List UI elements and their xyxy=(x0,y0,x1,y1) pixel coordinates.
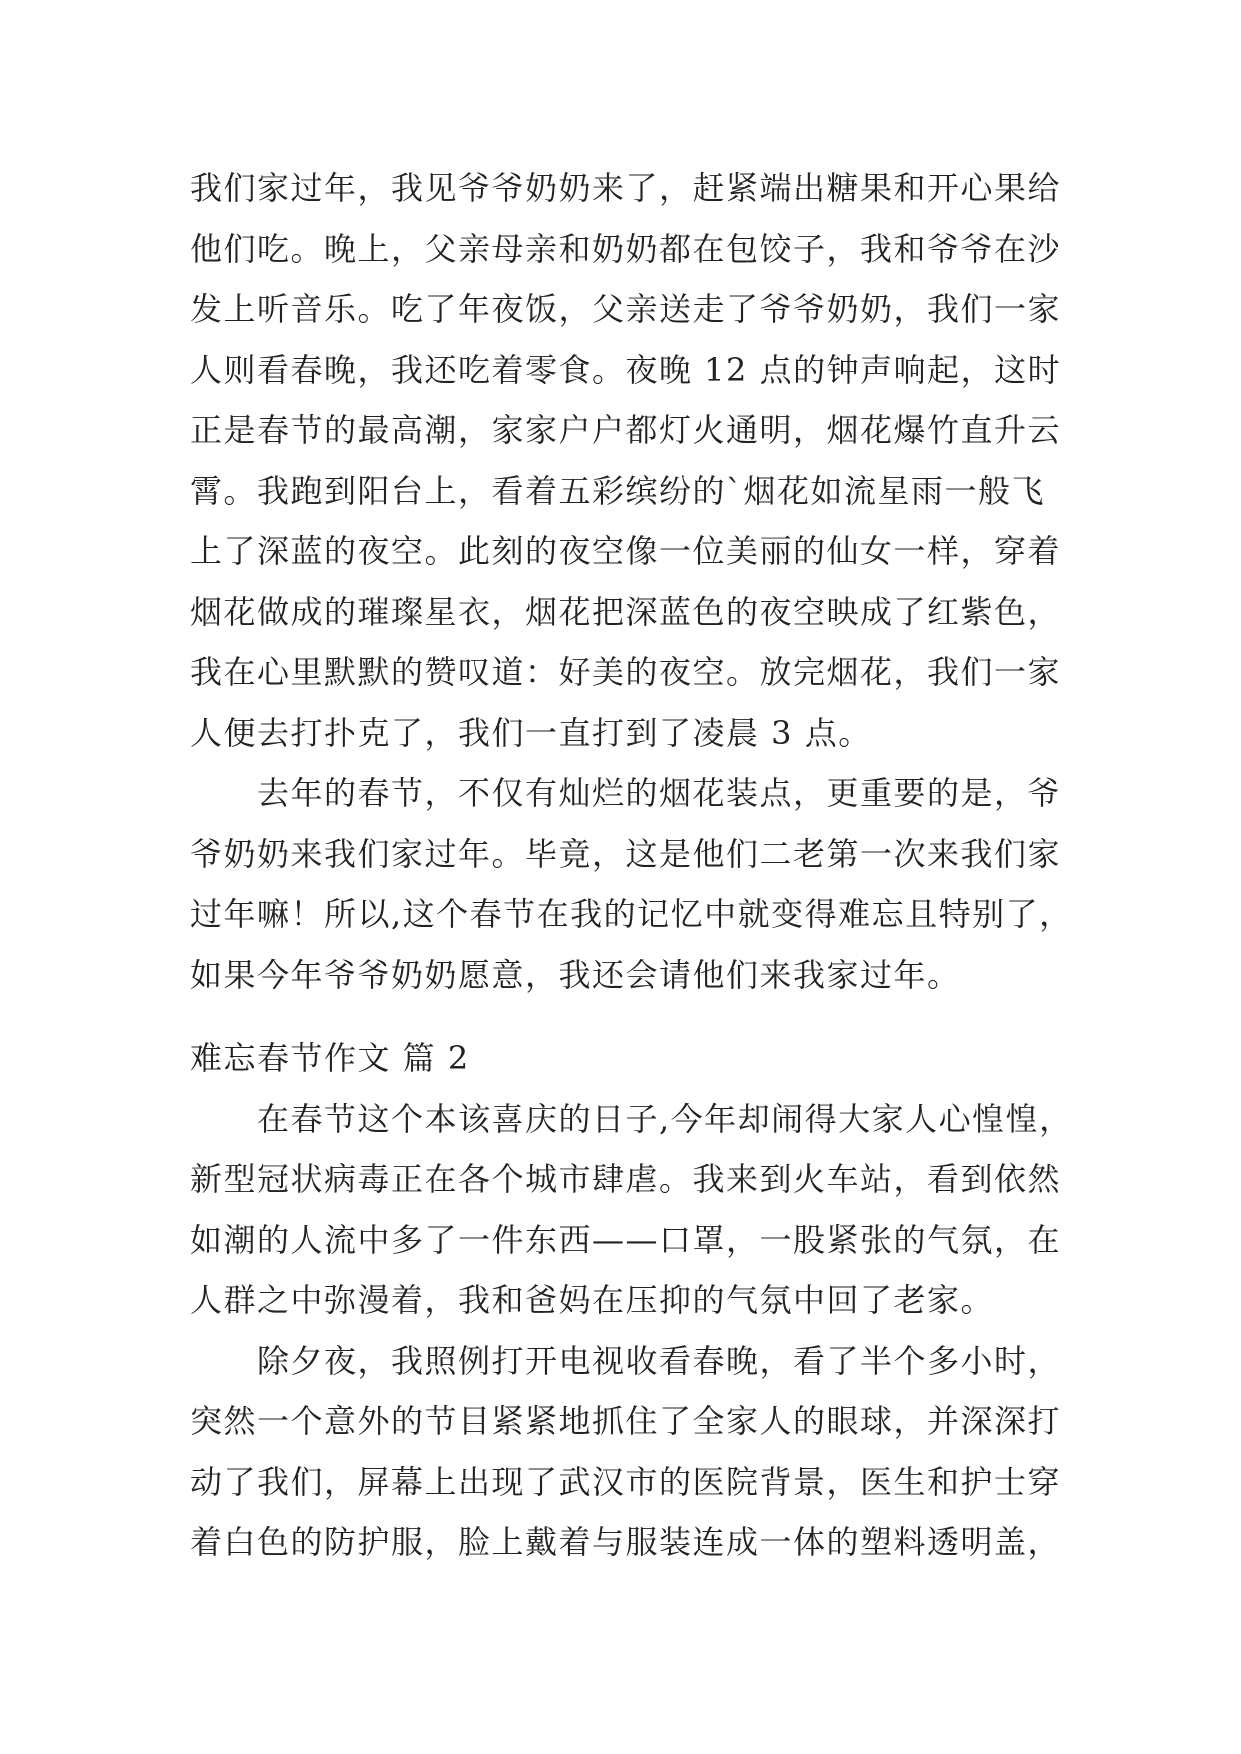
essay-line: 动了我们，屏幕上出现了武汉市的医院背景，医生和护士穿 xyxy=(190,1462,1062,1501)
essay-line: 爷奶奶来我们家过年。毕竟，这是他们二老第一次来我们家 xyxy=(190,834,1062,873)
essay-line: 着白色的防护服，脸上戴着与服装连成一体的塑料透明盖， xyxy=(190,1523,1062,1561)
essay-line: 我们家过年，我见爷爷奶奶来了，赶紧端出糖果和开心果给 xyxy=(190,169,1062,207)
essay-line: 去年的春节，不仅有灿烂的烟花装点，更重要的是，爷 xyxy=(190,774,1062,812)
essay-line: 在春节这个本该喜庆的日子,今年却闹得大家人心惶惶， xyxy=(190,1099,1073,1138)
essay-line: 如果今年爷爷奶奶愿意，我还会请他们来我家过年。 xyxy=(190,955,961,994)
essay-line: 突然一个意外的节目紧紧地抓住了全家人的眼球，并深深打 xyxy=(190,1402,1062,1440)
essay-line: 烟花做成的璀璨星衣，烟花把深蓝色的夜空映成了红紫色， xyxy=(190,592,1062,631)
essay-line: 过年嘛！所以,这个春节在我的记忆中就变得难忘且特别了， xyxy=(190,895,1073,933)
essay-line: 正是春节的最高潮，家家户户都灯火通明，烟花爆竹直升云 xyxy=(190,411,1062,449)
essay-line: 新型冠状病毒正在各个城市肆虐。我来到火车站，看到依然 xyxy=(190,1160,1062,1198)
essay-line: 霄。我跑到阳台上，看着五彩缤纷的`烟花如流星雨一般飞 xyxy=(190,471,1046,510)
essay-1-body xyxy=(190,158,1073,1005)
essay-2-heading: 难忘春节作文 篇 2 xyxy=(190,1039,470,1077)
essay-line: 人则看春晚，我还吃着零食。夜晚 12 点的钟声响起，这时 xyxy=(190,350,1062,389)
essay-line: 如潮的人流中多了一件东西——口罩，一股紧张的气氛，在 xyxy=(190,1220,1062,1259)
essay-line: 人便去打扑克了，我们一直打到了凌晨 3 点。 xyxy=(190,713,872,752)
essay-2-section xyxy=(190,1028,1073,1573)
essay-line: 发上听音乐。吃了年夜饭，父亲送走了爷爷奶奶，我们一家 xyxy=(190,290,1062,328)
essay-line: 我在心里默默的赞叹道：好美的夜空。放完烟花，我们一家 xyxy=(190,653,1062,691)
essay-line: 人群之中弥漫着，我和爸妈在压抑的气氛中回了老家。 xyxy=(190,1281,995,1319)
essay-line: 他们吃。晚上，父亲母亲和奶奶都在包饺子，我和爷爷在沙 xyxy=(190,229,1062,268)
essay-line: 除夕夜，我照例打开电视收看春晚，看了半个多小时， xyxy=(190,1341,1062,1380)
essay-line: 上了深蓝的夜空。此刻的夜空像一位美丽的仙女一样，穿着 xyxy=(190,532,1062,570)
